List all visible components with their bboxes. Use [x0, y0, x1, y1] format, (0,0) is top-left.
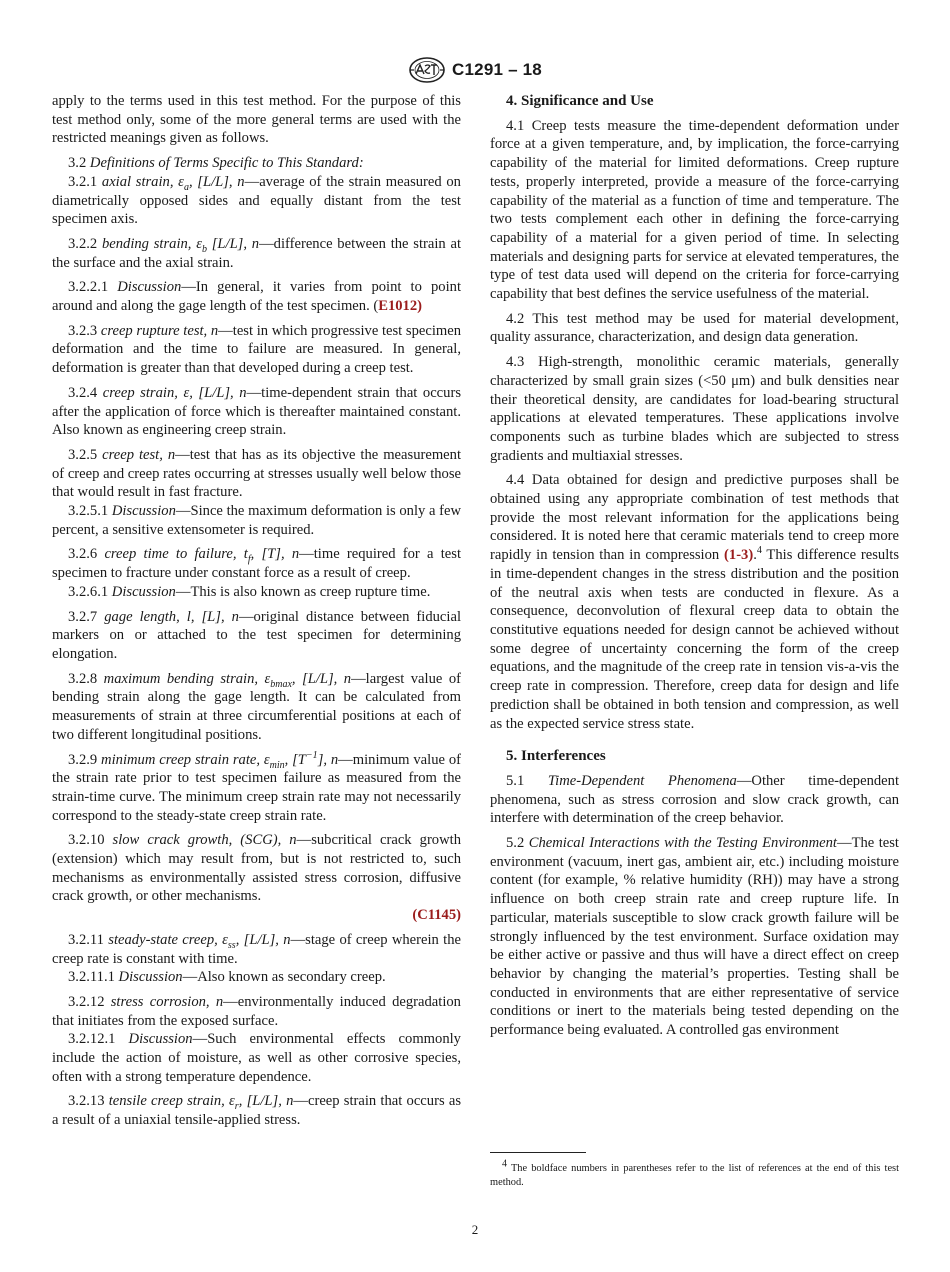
paragraph-4-3: 4.3 High-strength, monolithic ceramic materials, generally characterized by small grain sizes (<50 μm) and bulk densities near their theoretical density, are candidates for load-bearing structural applications at elevated temperatures. These applications involve components such as turbine blades which are subjected to stress gradients and multiaxial stresses. [490, 354, 899, 464]
footnote-divider [490, 1152, 586, 1153]
page-number: 2 [471, 1222, 479, 1237]
standard-designation: C1291 – 18 [452, 60, 542, 79]
definition-creep-strain: 3.2.4 creep strain, ε, [L/L], n—time-dependent strain that occurs after the application of force which is thereafter maintained constant. Also known as engineering creep strain. [52, 384, 461, 439]
footnote [490, 1158, 899, 1190]
definition-creep-rupture-test: 3.2.3 creep rupture test, n—test in which progressive test specimen deformation and the time to failure are measured. In general, deformation is greater than that developed during a creep test. [52, 322, 462, 377]
footnote-number: 4 [502, 1158, 507, 1170]
footnote-text: The boldface numbers in parentheses refer to the list of references at the end of this test method. [490, 1163, 899, 1188]
reference-line: (C1145) [412, 907, 461, 924]
definition-steady-state-creep: 3.2.11 steady-state creep, $\varepsilon_{ss}$, [L/L], n—stage of creep wherein the creep rate is constant with time. [52, 931, 461, 967]
discussion-note: 3.2.2.1 Discussion—In general, it varies from point to point around and along the gage length of the test specimen. (E1012) [52, 279, 461, 315]
discussion-note: 3.2.6.1 Discussion—This is also known as creep rupture time. [68, 583, 431, 600]
right-column [490, 92, 899, 1046]
definition-stress-corrosion: 3.2.12 stress corrosion, n—environmentally induced degradation that initiates from the exposed surface. [52, 993, 461, 1029]
paragraph-5-2: 5.2 Chemical Interactions with the Testing Environment—The test environment (vacuum, inert gas, ambient air, etc.) including moisture content (for example, % relative humidity (RH)) may have a strong influence on both creep strain rate and creep rupture life. In particular, materials susceptible to slow crack growth failure will be strongly influenced by the test environment. Surface oxidation may be either active or passive and thus will have a direct effect on creep behavior by changing the material’s properties. Testing shall be conducted in environments that are either representative of service conditions or inert to the materials being tested depending on the performance being evaluated. A controlled gas environment [490, 835, 899, 1039]
definition-creep-test: 3.2.5 creep test, n—test that has as its objective the measurement of creep and creep rates occurring at stresses usually well below those that would result in fast fracture. [52, 446, 462, 501]
paragraph-5-1: 5.1 Time-Dependent Phenomena—Other time-dependent phenomena, such as stress corrosion and slow crack growth, can interfere with determination of the creep behavior. [490, 772, 899, 827]
reference-link-1-3[interactable]: (1-3) [724, 547, 754, 564]
paragraph-4-1: 4.1 Creep tests measure the time-dependent deformation under force at a given temperature, and, by implication, the force-carrying capability of the material for limited deformations. Creep rupture tests, properly interpreted, provide a measure of the force-carrying capability of the material as a function of time and temperature. The two tests complement each other in defining the force-carrying capability of a material for a given period of time. In selecting materials and designing parts for service at elevated temperatures, the type of test data used will depend on the criteria for force-carrying capability that best defines the service usefulness of the material. [490, 117, 899, 303]
subsection-heading: 3.2 Definitions of Terms Specific to This Standard: [68, 155, 364, 172]
definition-axial-strain: 3.2.1 axial strain, $\varepsilon_a$, [L/L], n—average of the strain measured on diametrically opposed sides and equally distant from the test specimen axis. [52, 173, 461, 228]
section-heading-interferences: 5. Interferences [506, 748, 606, 765]
reference-link-c1145[interactable]: C1145 [417, 907, 457, 924]
definition-gage-length: 3.2.7 gage length, l, [L], n—original distance between fiducial markers on or attached to the test specimen for determining elongation. [52, 608, 461, 662]
definition-maximum-bending-strain: 3.2.8 maximum bending strain, $\varepsilon_{bmax}$, [L/L], n—largest value of bending strain along the gage length. It can be calculated from measurements of strain at three circumferential positions at each of two different longitudinal positions. [52, 670, 461, 743]
definition-slow-crack-growth: 3.2.10 slow crack growth, (SCG), n—subcritical crack growth (extension) which may result from, but is not restricted to, such mechanisms as environmentally assisted stress corrosion, diffusive crack growth, or other mechanisms. [52, 832, 461, 905]
paragraph-4-2: 4.2 This test method may be used for material development, quality assurance, characterization, and design data generation. [490, 310, 899, 346]
definition-minimum-creep-strain-rate: 3.2.9 minimum creep strain rate, $\varepsilon_{min}$, $[T^{-1}]$, n—minimum value of the strain rate prior to test specimen failure as measured from the strain-time curve. The minimum creep strain rate may not necessarily correspond to the steady-state creep strain rate. [52, 749, 461, 824]
discussion-note: 3.2.12.1 Discussion—Such environmental effects commonly include the action of moisture, as well as other corrosive species, often with a strong temperature dependence. [52, 1031, 461, 1085]
definition-tensile-creep-strain: 3.2.13 tensile creep strain, $\varepsilon_r$, [L/L], n—creep strain that occurs as a result of a uniaxial tensile-applied stress. [52, 1093, 461, 1129]
footnote-marker[interactable]: 4 [756, 545, 762, 557]
section-heading-significance: 4. Significance and Use [506, 93, 654, 109]
paragraph-4-4: 4.4 Data obtained for design and predictive purposes shall be obtained using any appropriate combination of test methods that provide the most relevant information for the applications being considered. It is noted here that ceramic materials tend to creep more rapidly in tension than in compression (1-3).$^4$ This difference results in time-dependent changes in the stress distribution and the position of the neutral axis when tests are conducted in flexure. As a consequence, deconvolution of flexural creep data to obtain the constitutive equations needed for design cannot be achieved without some degree of uncertainty concerning the form of the creep equations, and the magnitude of the creep rate in tension vis-a-vis the creep rate in compression. Therefore, creep data for design and life prediction shall be obtained in both tension and compression, as well as the expected service stress state. [490, 472, 899, 732]
definition-creep-time-to-failure: 3.2.6 creep time to failure, $t_f$, [T], n—time required for a test specimen to fracture under constant force as a result of creep. [52, 546, 461, 582]
reference-link-e1012[interactable]: E1012 [378, 298, 418, 315]
page-header [0, 56, 950, 84]
definition-bending-strain: 3.2.2 bending strain, $\varepsilon_b$ [L/L], n—difference between the strain at the surface and the axial strain. [52, 235, 461, 271]
paragraph: apply to the terms used in this test method. For the purpose of this test method only, some of the more general terms are used with the restricted meanings given as follows. [52, 93, 461, 147]
discussion-note: 3.2.11.1 Discussion—Also known as secondary creep. [68, 969, 386, 986]
discussion-note: 3.2.5.1 Discussion—Since the maximum deformation is only a few percent, a sensitive extensometer is required. [52, 503, 462, 538]
astm-logo-icon [408, 56, 446, 84]
left-column [52, 92, 461, 1136]
